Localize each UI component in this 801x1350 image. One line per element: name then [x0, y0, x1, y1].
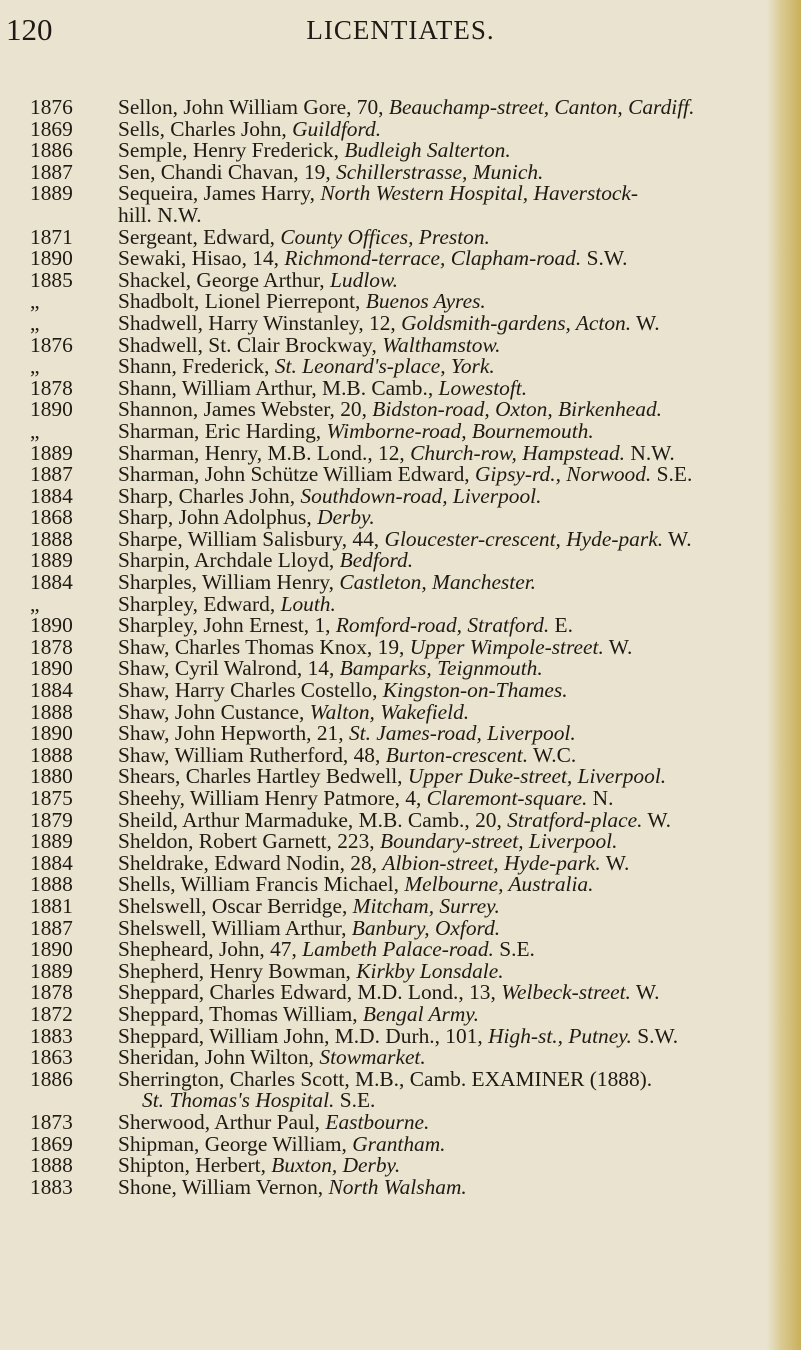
entry-text: [118, 915, 770, 940]
entry-address: Walton, Wakefield.: [309, 699, 470, 724]
licentiate-entry: [30, 291, 770, 313]
entry-address: Romford-road, Stratford.: [335, 613, 550, 638]
postal-district: N.W.: [630, 440, 675, 465]
entry-name: Shepherd, Henry Bowman,: [118, 958, 351, 983]
entry-year: 1889: [30, 829, 73, 854]
entry-year: 1868: [30, 505, 73, 530]
entry-text: [118, 248, 770, 270]
licentiate-entry: [30, 248, 770, 270]
licentiate-entry: [30, 634, 770, 659]
entry-text: [118, 116, 770, 141]
entry-year: 1888: [30, 742, 73, 767]
entry-text: [118, 893, 770, 918]
entry-year: „: [30, 354, 40, 379]
entry-name: Shears, Charles Hartley Bedwell,: [118, 764, 403, 789]
licentiate-entry: [30, 224, 770, 249]
licentiate-entry: [30, 507, 770, 529]
postal-district: W.: [605, 850, 630, 875]
licentiate-entry: [30, 464, 770, 486]
postal-district: W.: [636, 310, 660, 335]
entry-address: Ludlow.: [330, 267, 398, 292]
entry-name: Shackel, George Arthur,: [118, 267, 325, 292]
entry-name: Shaw, John Hepworth, 21,: [118, 721, 344, 746]
entry-text: [118, 1174, 770, 1199]
licentiate-entry: [30, 418, 770, 443]
entry-year: 1883: [30, 1174, 73, 1199]
entry-name: Sharman, John Schütze William Edward,: [118, 462, 470, 487]
entry-name: Sharp, Charles John,: [118, 483, 296, 508]
entry-year: 1883: [30, 1023, 73, 1048]
entry-year: 1890: [30, 397, 73, 422]
licentiate-entry: [30, 958, 770, 983]
entry-text: [118, 874, 770, 896]
entry-address: Schillerstrasse, Munich.: [336, 159, 544, 184]
entry-address: Kingston-on-Thames.: [382, 678, 568, 703]
entry-address: Bamparks, Teignmouth.: [339, 656, 543, 681]
entry-address: Derby.: [317, 505, 375, 530]
entry-text: [118, 958, 770, 983]
entry-text: [118, 615, 770, 637]
entry-address: Bidston-road, Oxton, Birkenhead.: [372, 397, 663, 422]
entry-text: [118, 788, 770, 810]
licentiate-entry: [30, 1174, 770, 1199]
licentiate-entry: [30, 97, 770, 119]
entry-year: 1890: [30, 656, 73, 681]
entry-text: [118, 591, 770, 616]
entry-year: 1878: [30, 375, 73, 400]
licentiate-entry: [30, 982, 770, 1004]
entry-name: Shaw, John Custance,: [118, 699, 305, 724]
entry-text: [118, 507, 770, 529]
entry-continuation: [30, 1090, 770, 1112]
entry-address: Mitcham, Surrey.: [352, 893, 500, 918]
entry-name: Sharp, John Adolphus,: [118, 505, 312, 530]
entry-name: Sheldon, Robert Garnett, 223,: [118, 829, 375, 854]
entry-text: [118, 634, 770, 659]
entry-year: 1888: [30, 699, 73, 724]
entry-name: Sharples, William Henry,: [118, 570, 334, 595]
entry-address: Budleigh Salterton.: [344, 138, 511, 163]
entry-year: 1887: [30, 159, 73, 184]
entry-year: 1863: [30, 1045, 73, 1070]
entry-text: [118, 464, 770, 486]
entry-text: [118, 97, 770, 119]
entry-address: Beauchamp-street, Canton, Cardiff.: [388, 95, 695, 119]
entry-year: 1889: [30, 181, 73, 206]
entry-address: Buenos Ayres.: [365, 289, 486, 314]
licentiate-entry: [30, 850, 770, 875]
entry-year: 1884: [30, 483, 73, 508]
licentiate-entry: [30, 680, 770, 702]
entry-text: [118, 550, 770, 572]
licentiate-entry: [30, 658, 770, 680]
entry-year: 1878: [30, 980, 73, 1005]
licentiate-entry: [30, 615, 770, 637]
entry-address: Grantham.: [352, 1131, 446, 1156]
postal-district: S.W.: [637, 1023, 679, 1048]
entry-address: Stowmarket.: [319, 1045, 426, 1070]
entry-text: [118, 658, 770, 680]
entry-name: Sharpe, William Salisbury, 44,: [118, 526, 380, 551]
entry-address: Church-row, Hampstead.: [410, 440, 626, 465]
licentiate-entry: [30, 550, 770, 572]
licentiate-entry: [30, 572, 770, 594]
entry-name: Sheppard, Thomas William,: [118, 1001, 358, 1026]
postal-district: W.: [668, 526, 692, 551]
entry-year: 1890: [30, 613, 73, 638]
postal-district: E.: [554, 613, 573, 638]
licentiate-entry: [30, 356, 770, 378]
postal-district: W.: [608, 634, 633, 659]
entry-year: 1884: [30, 570, 73, 595]
entry-address: Castleton, Manchester.: [339, 570, 536, 595]
entry-address: Albion-street, Hyde-park.: [382, 850, 601, 875]
entry-year: „: [30, 418, 40, 443]
entry-year: 1880: [30, 764, 73, 789]
continuation-text: [30, 1090, 770, 1112]
licentiate-entry: [30, 399, 770, 421]
entry-name: Sells, Charles John,: [118, 116, 287, 141]
entry-text: [118, 1001, 770, 1026]
entry-year: 1885: [30, 267, 73, 292]
entry-name: Shelswell, William Arthur,: [118, 915, 347, 940]
entry-year: 1889: [30, 440, 73, 465]
entry-address: Lowestoft.: [438, 375, 528, 400]
entry-name: Shaw, Charles Thomas Knox, 19,: [118, 634, 405, 659]
entry-text: [118, 526, 770, 551]
entry-address: Wimborne-road, Bournemouth.: [326, 418, 594, 443]
entry-text: [118, 483, 770, 508]
entry-year: 1886: [30, 138, 73, 163]
licentiate-entry: [30, 1047, 770, 1069]
entry-name: Sharpley, John Ernest, 1,: [118, 613, 331, 638]
entry-name: Shadwell, St. Clair Brockway,: [118, 332, 377, 357]
postal-district: S.E.: [499, 937, 535, 962]
licentiate-entry: [30, 159, 770, 184]
licentiate-entry: [30, 183, 770, 205]
licentiate-entry: [30, 939, 770, 961]
entry-text: [118, 982, 770, 1004]
entry-text: [118, 1155, 770, 1177]
entry-year: 1875: [30, 786, 73, 810]
entry-name: Sequeira, James Harry,: [118, 181, 315, 206]
entry-address: Walthamstow.: [382, 332, 501, 357]
entry-address: St. Leonard's-place, York.: [274, 354, 495, 379]
entry-name: Sheldrake, Edward Nodin, 28,: [118, 850, 378, 875]
entry-address: Stratford-place.: [507, 807, 643, 832]
entry-address: Eastbourne.: [325, 1109, 430, 1134]
postal-district: W.C.: [533, 742, 577, 767]
postal-district: S.E.: [339, 1088, 376, 1113]
entry-text: [118, 1023, 770, 1048]
entry-address: North Western Hospital, Haverstock-: [320, 181, 639, 206]
entry-text: [118, 1109, 770, 1134]
entry-text: [118, 399, 770, 421]
entry-address: Melbourne, Australia.: [404, 872, 594, 897]
entry-year: „: [30, 591, 40, 616]
licentiate-entry: [30, 831, 770, 853]
entry-address: Guildford.: [292, 116, 382, 141]
entry-address: Upper Duke-street, Liverpool.: [407, 764, 667, 789]
licentiate-entry: [30, 267, 770, 292]
licentiate-entry: [30, 874, 770, 896]
entry-name: Shipman, George William,: [118, 1131, 347, 1156]
licentiate-entry: [30, 591, 770, 616]
entry-text: [118, 291, 770, 313]
licentiate-entry: [30, 440, 770, 465]
licentiate-entry: [30, 310, 770, 335]
entry-text: [118, 440, 770, 465]
entry-address: High-st., Putney.: [488, 1023, 632, 1048]
entry-text: [118, 742, 770, 767]
entry-name: Shaw, Cyril Walrond, 14,: [118, 656, 335, 681]
entry-text: [118, 159, 770, 184]
postal-district: W.: [635, 980, 660, 1005]
entry-name: Sewaki, Hisao, 14,: [118, 246, 280, 271]
licentiate-entry: [30, 893, 770, 918]
entry-address: Bengal Army.: [362, 1001, 479, 1026]
entry-address: Lambeth Palace-road.: [302, 937, 494, 962]
entry-name: Shone, William Vernon,: [118, 1174, 324, 1199]
licentiates-list: [30, 97, 770, 1198]
entry-address: Southdown-road, Liverpool.: [300, 483, 542, 508]
entry-text: [118, 183, 770, 205]
entry-year: 1888: [30, 526, 73, 551]
entry-text: [118, 375, 770, 400]
licentiate-entry: [30, 1109, 770, 1134]
licentiate-entry: [30, 788, 770, 810]
entry-year: 1873: [30, 1109, 73, 1134]
entry-name: Shadwell, Harry Winstanley, 12,: [118, 310, 396, 335]
entry-name: Sergeant, Edward,: [118, 224, 276, 249]
entry-text: [118, 831, 770, 853]
entry-address: Boundary-street, Liverpool.: [380, 829, 618, 854]
licentiate-entry: [30, 375, 770, 400]
entry-name: Shann, William Arthur, M.B. Camb.,: [118, 375, 434, 400]
entry-address: Gipsy-rd., Norwood.: [474, 462, 652, 487]
licentiate-entry: [30, 1066, 770, 1091]
postal-district: S.E.: [656, 462, 693, 487]
entry-year: 1878: [30, 634, 73, 659]
entry-name: Sheppard, Charles Edward, M.D. Lond., 13,: [118, 980, 496, 1005]
entry-address: Claremont-square.: [426, 786, 588, 810]
licentiate-entry: [30, 807, 770, 832]
entry-address: Louth.: [280, 591, 336, 616]
entry-text: [118, 766, 770, 788]
entry-text: [118, 140, 770, 162]
entry-year: 1890: [30, 721, 73, 746]
entry-address: Goldsmith-gardens, Acton.: [401, 310, 632, 335]
licentiate-entry: [30, 742, 770, 767]
entry-year: 1884: [30, 678, 73, 703]
entry-text: [118, 850, 770, 875]
entry-year: „: [30, 289, 40, 314]
entry-text: [118, 680, 770, 702]
entry-name: Sheehy, William Henry Patmore, 4,: [118, 786, 422, 810]
continuation-address: St. Thomas's Hospital.: [142, 1088, 335, 1113]
entry-year: 1872: [30, 1001, 73, 1026]
entry-address: Kirkby Lonsdale.: [356, 958, 504, 983]
entry-address: County Offices, Preston.: [280, 224, 490, 249]
page-number: 120: [6, 12, 53, 47]
entry-name: Sheridan, John Wilton,: [118, 1045, 315, 1070]
licentiate-entry: [30, 140, 770, 162]
postal-district: N.: [592, 786, 614, 810]
licentiate-entry: [30, 699, 770, 724]
entry-text: [118, 1047, 770, 1069]
entry-address: Gloucester-crescent, Hyde-park.: [384, 526, 664, 551]
entry-year: 1876: [30, 332, 73, 357]
entry-name: Sheppard, William John, M.D. Durh., 101,: [118, 1023, 483, 1048]
postal-district: W.: [647, 807, 671, 832]
page-edge-shading: [767, 0, 801, 1350]
licentiate-entry: [30, 332, 770, 357]
entry-name: Sellon, John William Gore, 70,: [118, 95, 384, 119]
entry-year: 1876: [30, 95, 73, 119]
entry-continuation: [30, 202, 770, 227]
running-head: LICENTIATES.: [306, 15, 495, 45]
entry-year: 1869: [30, 1131, 73, 1156]
licentiate-entry: [30, 915, 770, 940]
entry-name: Shipton, Herbert,: [118, 1153, 266, 1178]
entry-year: 1869: [30, 116, 73, 141]
licentiate-entry: [30, 1023, 770, 1048]
entry-text: [118, 807, 770, 832]
entry-name: Shells, William Francis Michael,: [118, 872, 399, 897]
entry-year: 1881: [30, 893, 73, 918]
entry-address: Welbeck-street.: [501, 980, 631, 1005]
entry-year: 1886: [30, 1066, 73, 1091]
entry-name: Shannon, James Webster, 20,: [118, 397, 367, 422]
entry-year: 1890: [30, 937, 73, 962]
entry-year: 1889: [30, 548, 73, 573]
licentiate-entry: [30, 483, 770, 508]
entry-text: [118, 572, 770, 594]
entry-address: Bedford.: [339, 548, 414, 573]
continuation-text: [30, 202, 770, 227]
entry-year: 1889: [30, 958, 73, 983]
entry-name: Sen, Chandi Chavan, 19,: [118, 159, 331, 184]
entry-name: Shaw, William Rutherford, 48,: [118, 742, 381, 767]
entry-text: [118, 699, 770, 724]
continuation-address: hill. N.W.: [118, 202, 202, 227]
entry-name: Shaw, Harry Charles Costello,: [118, 678, 378, 703]
postal-district: S.W.: [586, 246, 628, 271]
entry-text: [118, 1131, 770, 1156]
licentiate-entry: [30, 723, 770, 745]
entry-name: Sharpley, Edward,: [118, 591, 276, 616]
licentiate-entry: [30, 1131, 770, 1156]
entry-name: Sharman, Eric Harding,: [118, 418, 322, 443]
entry-name: Sharpin, Archdale Lloyd,: [118, 548, 335, 573]
entry-address: Banbury, Oxford.: [351, 915, 501, 940]
entry-name: Shepheard, John, 47,: [118, 937, 297, 962]
licentiate-entry: [30, 526, 770, 551]
entry-year: 1887: [30, 915, 73, 940]
entry-name: Shelswell, Oscar Berridge,: [118, 893, 348, 918]
licentiate-entry: [30, 766, 770, 788]
entry-name: Sherwood, Arthur Paul,: [118, 1109, 321, 1134]
entry-name: Shann, Frederick,: [118, 354, 270, 379]
entry-year: 1879: [30, 807, 73, 832]
entry-text: [118, 356, 770, 378]
entry-year: 1887: [30, 462, 73, 487]
entry-address: Upper Wimpole-street.: [409, 634, 604, 659]
entry-name: Sharman, Henry, M.B. Lond., 12,: [118, 440, 405, 465]
entry-text: [118, 418, 770, 443]
licentiate-entry: [30, 116, 770, 141]
entry-text: [118, 1066, 770, 1091]
entry-text: [118, 332, 770, 357]
entry-name: Sherrington, Charles Scott, M.B., Camb. EXAMINER (1888).: [118, 1066, 653, 1091]
entry-year: 1888: [30, 1153, 73, 1178]
licentiate-entry: [30, 1001, 770, 1026]
entry-text: [118, 224, 770, 249]
entry-address: Buxton, Derby.: [271, 1153, 401, 1178]
licentiate-entry: [30, 1155, 770, 1177]
entry-address: St. James-road, Liverpool.: [348, 721, 576, 746]
entry-text: [118, 723, 770, 745]
entry-address: Burton-crescent.: [385, 742, 529, 767]
entry-year: „: [30, 310, 40, 335]
entry-address: North Walsham.: [328, 1174, 467, 1199]
entry-name: Sheild, Arthur Marmaduke, M.B. Camb., 20,: [118, 807, 502, 832]
entry-year: 1871: [30, 224, 73, 249]
entry-year: 1890: [30, 246, 73, 271]
entry-year: 1888: [30, 872, 73, 897]
entry-text: [118, 310, 770, 335]
entry-name: Shadbolt, Lionel Pierrepont,: [118, 289, 361, 314]
entry-text: [118, 267, 770, 292]
entry-name: Semple, Henry Frederick,: [118, 138, 339, 163]
entry-year: 1884: [30, 850, 73, 875]
entry-text: [118, 939, 770, 961]
entry-address: Richmond-terrace, Clapham-road.: [284, 246, 582, 271]
